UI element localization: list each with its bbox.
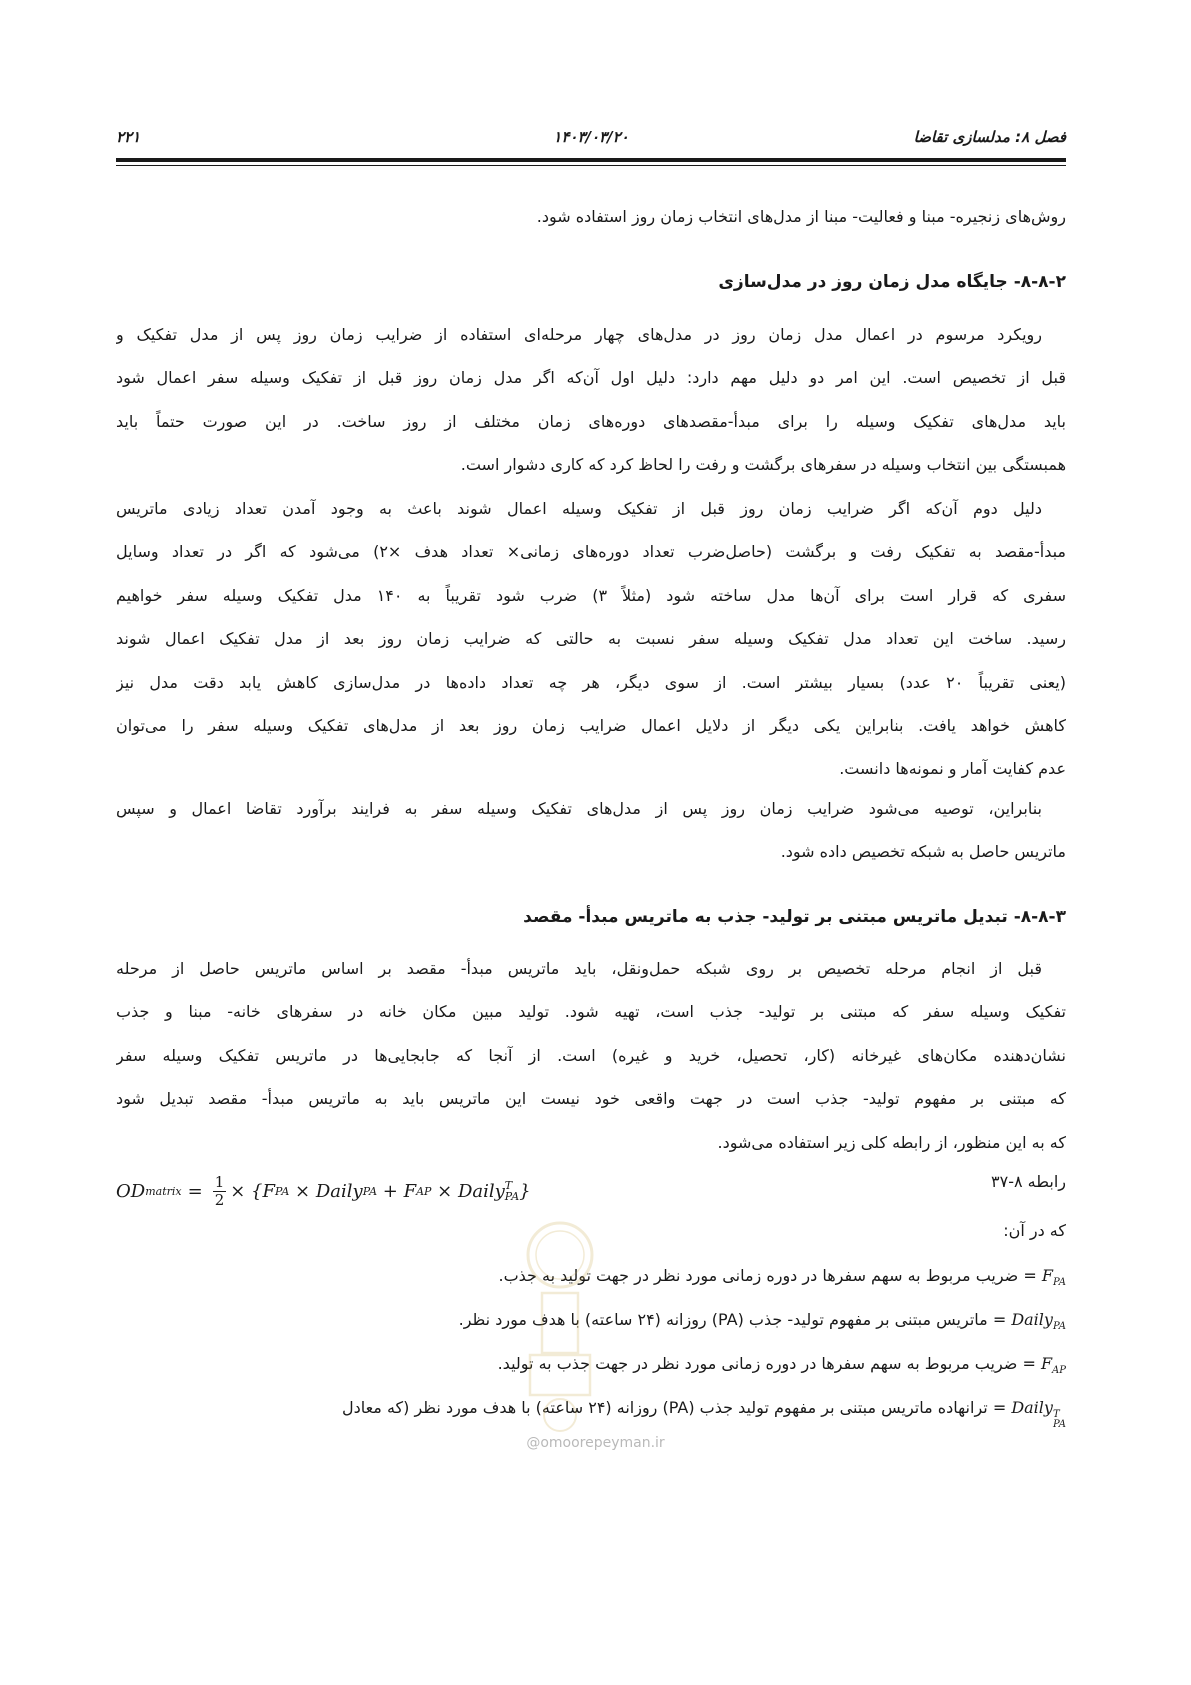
text-line: رویکرد مرسوم در اعمال مدل زمان روز در مدل‌های چهار مرحله‌ای استفاده از ضرایب زمان روز پس از مدل تفکیک و <box>116 325 1042 344</box>
equation-term: + F <box>377 1180 417 1202</box>
running-header <box>116 128 1066 154</box>
section-heading-2: ۸-۸-۲- جایگاه مدل زمان روز در مدل‌سازی <box>718 272 1066 292</box>
text-line: (یعنی تقریباً ۲۰ عدد) بسیار بیشتر است. از سوی دیگر، هر چه تعداد داده‌ها در مدل‌سازی کاهش یابد دقت مدل نیز <box>116 672 1066 692</box>
equation-term: × {F <box>230 1180 275 1202</box>
watermark-seal <box>500 1215 620 1445</box>
text-line: ماتریس حاصل به شبکه تخصیص داده شود. <box>780 842 1066 862</box>
header-date: ۱۴۰۳/۰۳/۲۰ <box>553 128 629 146</box>
section-2-paragraph-1 <box>116 313 1066 487</box>
equation-sup: T <box>504 1179 513 1192</box>
definition-item <box>342 1388 1066 1428</box>
equation-lhs-sub: matrix <box>145 1184 182 1198</box>
definition-text: = ضریب مربوط به سهم سفرها در دوره زمانی مورد نظر در جهت تولید به جذب. <box>498 1266 1042 1285</box>
equation-sub: PA <box>362 1184 378 1198</box>
text-line: کاهش خواهد یافت. بنابراین یکی دیگر از دلایل اعمال ضرایب زمان روز بعد از مدل‌های تفکیک وسیله سفر را می‌توان <box>116 715 1066 735</box>
fraction-denominator: 2 <box>214 1190 225 1209</box>
text-line: سفری که قرار است برای آن‌ها مدل ساخته شود (مثلاً ۳) ضرب شود تقریباً به ۱۴۰ مدل تفکیک وسیله سفر خواهیم <box>116 585 1066 605</box>
text-line: تفکیک وسیله سفر که مبتنی بر تولید- جذب است، تهیه شود. تولید مبین مکان خانه در سفرهای خانه- مبنا و جذب <box>116 1002 1066 1022</box>
equation-label: رابطه ۸-۳۷ <box>991 1172 1066 1191</box>
text-line: که مبتنی بر مفهوم تولید- جذب است در جهت واقعی خود نیست این ماتریس باید به ماتریس مبدأ- مقصد تبدیل شود <box>116 1089 1066 1109</box>
intro-paragraph <box>116 195 1066 238</box>
page-number: ۲۲۱ <box>116 128 141 146</box>
text-line: مبدأ-مقصد به تفکیک رفت و برگشت (حاصل‌ضرب تعداد دوره‌های زمانی× تعداد هدف ×۲) می‌شود که اگر در تعداد وسایل <box>116 542 1066 562</box>
text-line: همبستگی بین انتخاب وسیله در سفرهای برگشت و رفت را لحاظ کرد که کاری دشوار است. <box>460 455 1066 475</box>
definition-symbol: Daily T PA <box>1011 1398 1066 1430</box>
definition-text: = ترانهاده ماتریس مبتنی بر مفهوم تولید جذب (PA) روزانه (۲۴ ساعته) با هدف مورد نظر (که معادل <box>341 1398 1012 1417</box>
header-rule-thick <box>116 158 1066 162</box>
equation-sub: PA <box>274 1184 290 1198</box>
equation-formula: OD matrix = $\frac{1}{2}$ × {F PA × Daily PA + F AP × Daily T PA } <box>116 1172 531 1209</box>
equation-sub: AP <box>416 1184 432 1198</box>
equation-fraction <box>213 1174 227 1209</box>
section-3-paragraph-1 <box>116 947 1066 1164</box>
watermark-text: @omoorepeyman.ir <box>526 1435 665 1451</box>
section-2-paragraph-2 <box>116 487 1066 791</box>
definition-symbol: $F_{PA}$ <box>1041 1266 1066 1289</box>
equation-lhs: OD <box>116 1180 146 1202</box>
definition-symbol: Daily$_{PA}$ <box>1011 1310 1066 1333</box>
equation-sub: PA <box>504 1190 520 1203</box>
text-line: روش‌های زنجیره- مبنا و فعالیت- مبنا از مدل‌های انتخاب زمان روز استفاده شود. <box>536 207 1066 226</box>
definition-text: = ضریب مربوط به سهم سفرها در دوره زمانی مورد نظر در جهت جذب به تولید. <box>497 1354 1041 1373</box>
text-line: باید مدل‌های تفکیک وسیله را برای مبدأ-مقصدهای دوره‌های زمان مختلف از روز ساخت. در این صورت حتماً باید <box>116 411 1066 431</box>
header-rule-thin <box>116 165 1066 166</box>
equation-row <box>116 1168 1066 1214</box>
section-heading-3: ۸-۸-۳- تبدیل ماتریس مبتنی بر تولید- جذب به ماتریس مبدأ- مقصد <box>523 907 1066 927</box>
text-line: که به این منظور، از رابطه کلی زیر استفاده می‌شود. <box>717 1132 1066 1152</box>
text-line: دلیل دوم آن‌که اگر ضرایب زمان روز قبل از تفکیک وسیله اعمال شوند باعث به وجود آمدن تعداد زیادی ماتریس <box>116 499 1042 518</box>
definition-symbol: $F_{AP}$ <box>1040 1354 1066 1377</box>
chapter-title: فصل ۸: مدلسازی تقاضا <box>913 128 1066 146</box>
equation-term: } <box>519 1180 531 1202</box>
equation-term: × Daily <box>289 1180 363 1202</box>
where-label: که در آن: <box>1003 1221 1066 1240</box>
text-line: قبل از انجام مرحله تخصیص بر روی شبکه حمل‌ونقل، باید ماتریس مبدأ- مقصد بر اساس ماتریس حاصل از مرحله <box>116 959 1042 978</box>
fraction-numerator: 1 <box>214 1172 225 1191</box>
equation-term: × Daily <box>431 1180 505 1202</box>
section-2-paragraph-3 <box>116 787 1066 874</box>
text-line: عدم کفایت آمار و نمونه‌ها دانست. <box>839 759 1066 779</box>
text-line: نشان‌دهنده مکان‌های غیرخانه (کار، تحصیل، خرید و غیره) است. از آنجا که جابجایی‌ها در ماتریس تفکیک وسیله سفر <box>116 1045 1066 1065</box>
text-line: بنابراین، توصیه می‌شود ضرایب زمان روز پس از مدل‌های تفکیک وسیله سفر به فرایند برآورد تقاضا اعمال و سپس <box>116 799 1042 818</box>
text-line: قبل از تخصیص است. این امر دو دلیل مهم دارد: دلیل اول آن‌که اگر مدل زمان روز قبل از تفکیک وسیله سفر اعمال شود <box>116 368 1066 388</box>
text-line: رسید. ساخت این تعداد مدل تفکیک وسیله سفر نسبت به حالتی که ضرایب زمان روز بعد از مدل تفکیک اعمال شوند <box>116 629 1066 649</box>
definition-text: = ماتریس مبتنی بر مفهوم تولید- جذب (PA) روزانه (۲۴ ساعته) با هدف مورد نظر. <box>458 1310 1012 1329</box>
